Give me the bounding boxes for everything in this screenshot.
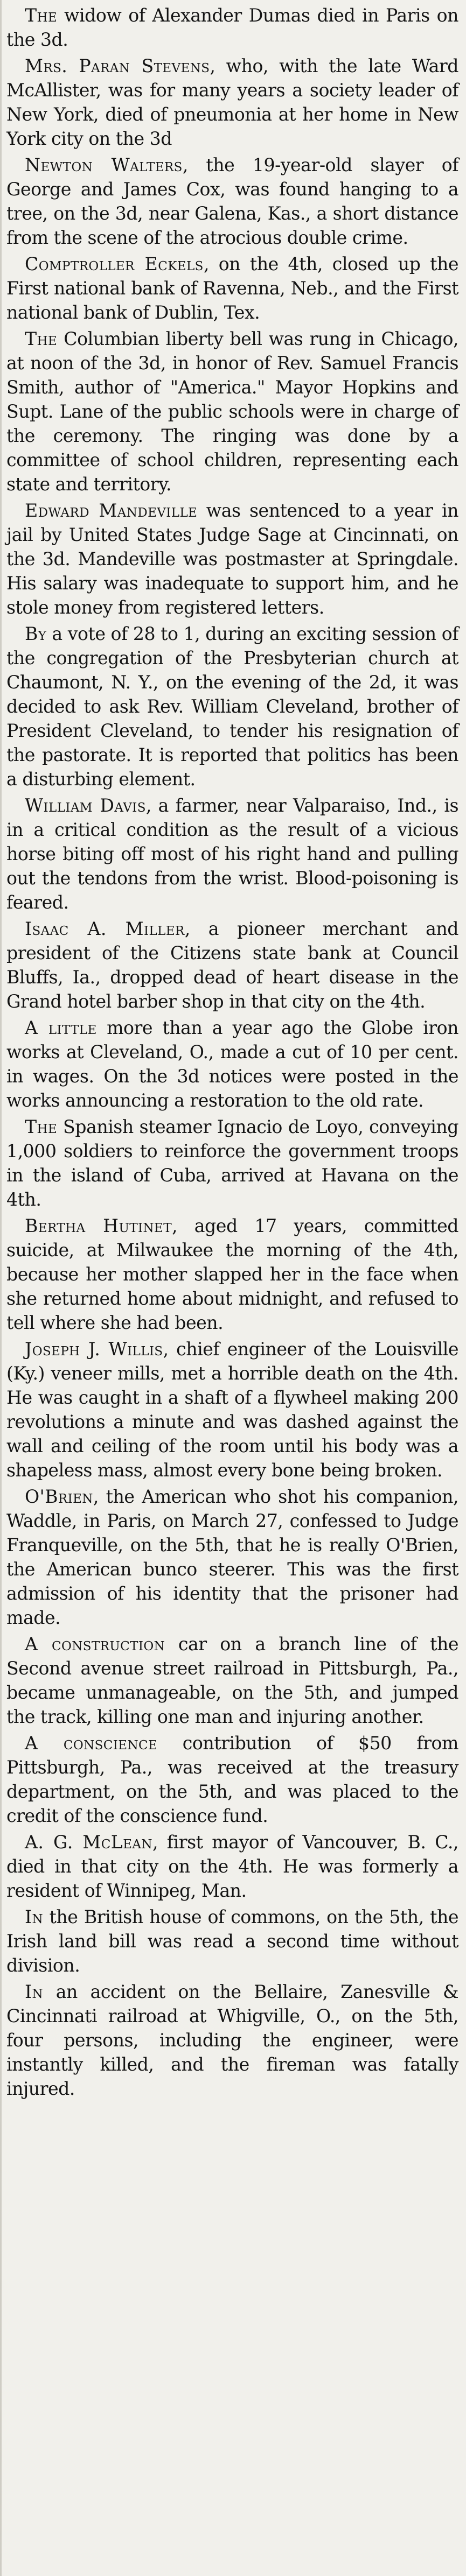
item-lead: By	[25, 623, 47, 644]
item-text: was sentenced to a year in jail by United States Judge Sage at Cincinnati, on the 3d. Mandeville was postmaster at Springdale. His salary was inadequate to support him, and he stole money from registered letters.	[6, 500, 458, 618]
news-item	[6, 1016, 458, 1113]
item-text: , aged 17 years, committed suicide, at Milwaukee the morning of the 4th, because her mother slapped her in the face when she returned home about midnight, and refused to tell where she had been.	[6, 1215, 458, 1333]
item-text: , a farmer, near Valparaiso, Ind., is in a critical condition as the result of a vicious horse biting off most of his right hand and pulling out the tendons from the wrist. Blood-poisoning is feared.	[6, 795, 458, 913]
news-item	[6, 1830, 458, 1903]
item-lead: William Davis	[25, 795, 146, 816]
item-lead: Comptroller Eckels	[25, 254, 204, 275]
item-text: more than a year ago the Globe iron works at Cleveland, O., made a cut of 10 per cent. in wages. On the 3d notices were posted in the works announcing a restoration to the old rate.	[6, 1017, 458, 1111]
item-lead: The	[25, 1116, 58, 1137]
item-lead: Bertha Hutinet	[25, 1215, 172, 1236]
item-text: Columbian liberty bell was rung in Chicago, at noon of the 3d, in honor of Rev. Samuel Francis Smith, author of "America." Mayor Hopkins and Supt. Lane of the public schools were in charge of the ceremony. The ringing was done by a committee of school children, representing each state and territory.	[6, 328, 458, 495]
news-item	[6, 1980, 458, 2101]
column-rule	[0, 0, 2, 2576]
item-lead: A. G. McLean	[25, 1832, 152, 1853]
item-lead: A conscience	[25, 1733, 158, 1754]
news-item	[6, 1115, 458, 1212]
news-item	[6, 252, 458, 325]
news-item	[6, 3, 458, 52]
item-lead: Newton Walters	[25, 154, 183, 175]
item-lead: Edward Mandeville	[25, 500, 198, 521]
item-lead: In	[25, 1906, 44, 1927]
item-text: a vote of 28 to 1, during an exciting session of the congregation of the Presbyterian church at Chaumont, N. Y., on the evening of the 2d, it was decided to ask Rev. William Cleveland, brother of President Cleveland, to tender his resignation of the pastorate. It is reported that politics has been a disturbing element.	[6, 623, 458, 790]
news-item	[6, 1731, 458, 1828]
item-text: Spanish steamer Ignacio de Loyo, conveying 1,000 soldiers to reinforce the government troops in the island of Cuba, arrived at Havana on the 4th.	[6, 1116, 458, 1210]
news-item	[6, 1484, 458, 1630]
news-item	[6, 1214, 458, 1335]
item-lead: A little	[25, 1017, 97, 1038]
news-item	[6, 327, 458, 496]
item-lead: The	[25, 328, 58, 349]
news-item	[6, 498, 458, 620]
news-item	[6, 917, 458, 1013]
item-text: , first mayor of Vancouver, B. C., died in that city on the 4th. He was formerly a resident of Winnipeg, Man.	[6, 1832, 459, 1901]
news-item	[6, 1632, 458, 1729]
news-item	[6, 622, 458, 791]
item-lead: Isaac A. Miller	[25, 918, 185, 939]
item-lead: The	[25, 5, 58, 26]
item-text: contribution of $50 from Pittsburgh, Pa., was received at the treasury department, on the 5th, and was placed to the credit of the conscience fund.	[6, 1733, 459, 1826]
news-item	[6, 54, 458, 151]
item-text: , the 19-year-old slayer of George and James Cox, was found hanging to a tree, on the 3d, near Galena, Kas., a short distance from the scene of the atrocious double crime.	[6, 154, 458, 248]
news-item	[6, 793, 458, 914]
item-lead: Joseph J. Willis	[25, 1339, 163, 1360]
item-text: an accident on the Bellaire, Zanesville & Cincinnati railroad at Whigville, O., on the 5th, four persons, including the engineer, were instantly killed, and the fireman was fatally injured.	[6, 1981, 458, 2099]
item-text: , on the 4th, closed up the First national bank of Ravenna, Neb., and the First national bank of Dublin, Tex.	[6, 254, 458, 323]
item-text: , the American who shot his companion, Waddle, in Paris, on March 27, confessed to Judge Franqueville, on the 5th, that he is really O'Brien, the American bunco steerer. This was the first admission of his identity that the prisoner had made.	[6, 1486, 458, 1628]
news-item	[6, 1337, 458, 1482]
item-lead: A construction	[25, 1634, 165, 1655]
item-text: widow of Alexander Dumas died in Paris on the 3d.	[6, 5, 458, 50]
item-text: the British house of commons, on the 5th, the Irish land bill was read a second time without division.	[6, 1906, 458, 1976]
item-lead: O'Brien	[25, 1486, 93, 1507]
item-lead: Mrs. Paran Stevens	[25, 55, 210, 76]
item-text: car on a branch line of the Second avenue street railroad in Pittsburgh, Pa., became unmanageable, on the 5th, and jumped the track, killing one man and injuring another.	[6, 1634, 459, 1727]
item-lead: In	[25, 1981, 44, 2002]
item-text: , who, with the late Ward McAllister, was for many years a society leader of New York, died of pneumonia at her home in New York city on the 3d	[6, 55, 458, 149]
item-text: , a pioneer merchant and president of the Citizens state bank at Council Bluffs, Ia., dropped dead of heart disease in the Grand hotel barber shop in that city on the 4th.	[6, 918, 458, 1012]
news-item	[6, 153, 458, 250]
item-text: , chief engineer of the Louisville (Ky.) veneer mills, met a horrible death on the 4th. He was caught in a shaft of a flywheel making 200 revolutions a minute and was dashed against the wall and ceiling of the room until his body was a shapeless mass, almost every bone being broken.	[6, 1339, 458, 1481]
news-item	[6, 1905, 458, 1977]
